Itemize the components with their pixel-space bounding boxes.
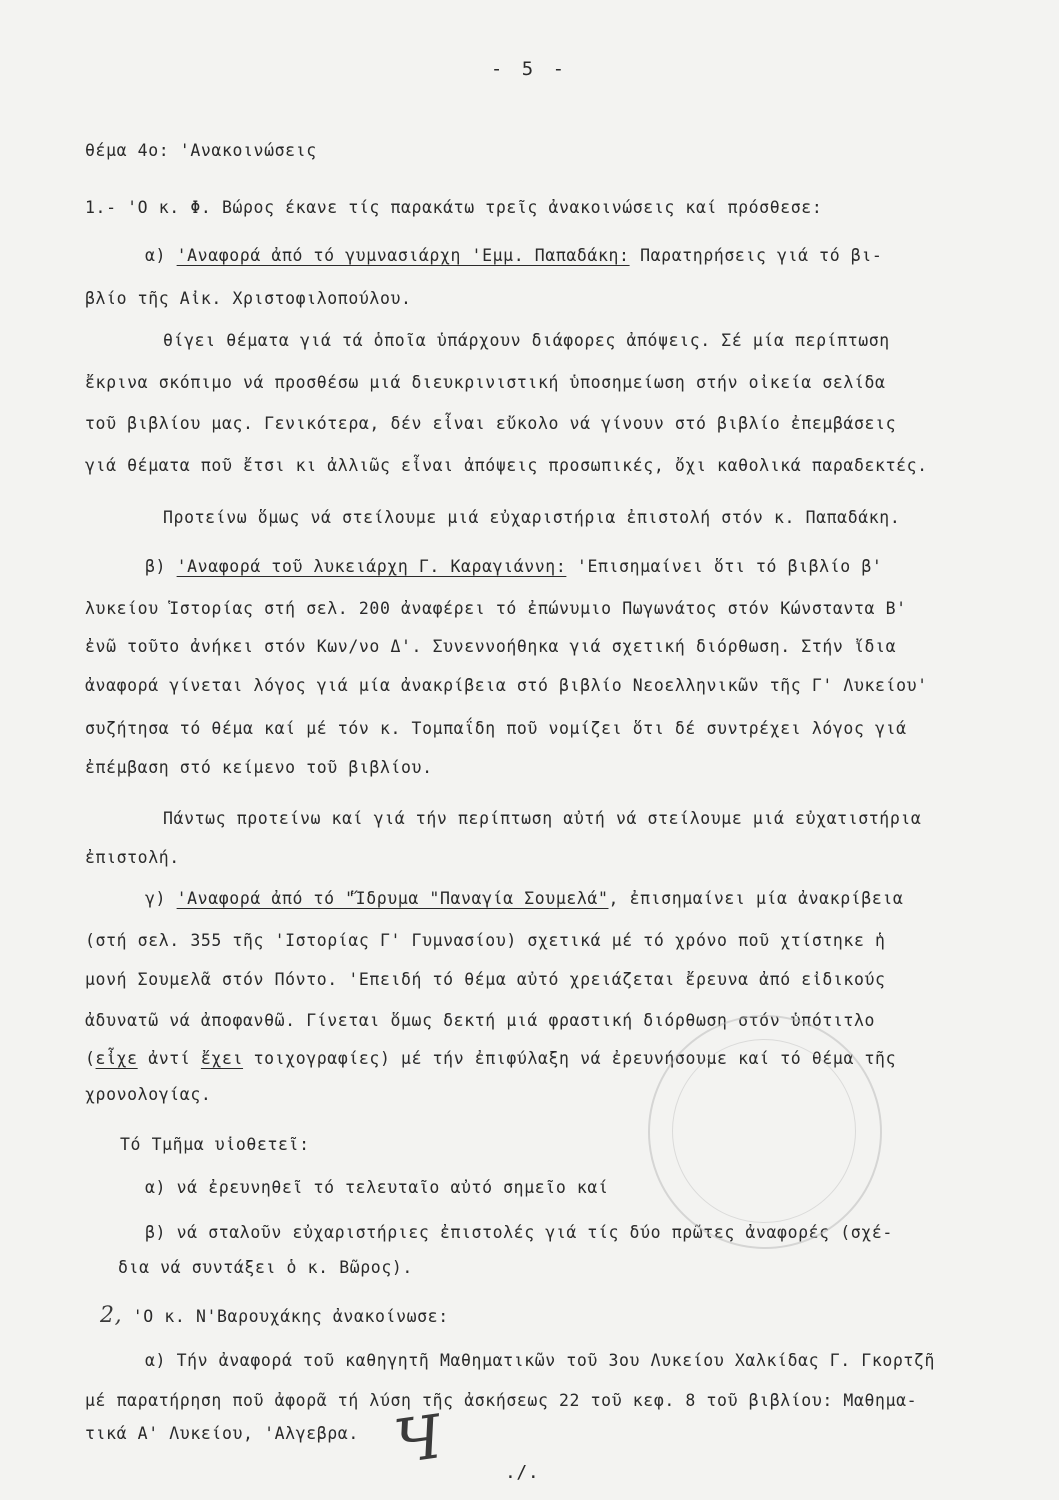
- text-line: θίγει θέματα γιά τά ὁποῖα ὑπάρχουν διάφορες ἀπόψεις. Σέ μία περίπτωση: [163, 331, 890, 350]
- handwritten-number: 2,: [100, 1303, 123, 1328]
- resolution-heading: Τό Τμῆμα υἱοθετεῖ:: [120, 1135, 310, 1154]
- item-b-line: β) 'Αναφορά τοῦ λυκειάρχη Γ. Καραγιάννη: 'Επισημαίνει ὅτι τό βιβλίο β': [145, 557, 883, 576]
- text-line: τοῦ βιβλίου μας. Γενικότερα, δέν εἶναι εὔκολο νά γίνουν στό βιβλίο ἐπεμβάσεις: [85, 414, 897, 433]
- text-line: (στή σελ. 355 τῆς 'Ιστορίας Γ' Γυμνασίου) σχετικά μέ τό χρόνο ποῦ χτίστηκε ἡ: [85, 931, 886, 950]
- section-heading: θέμα 4ο: 'Ανακοινώσεις: [85, 141, 317, 160]
- text-line: ἐπέμβαση στό κείμενο τοῦ βιβλίου.: [85, 758, 433, 777]
- text-line: συζήτησα τό θέμα καί μέ τόν κ. Τομπαΐδη ποῦ νομίζει ὅτι δέ συντρέχει λόγος γιά: [85, 719, 907, 738]
- item2-intro: 2, 'Ο κ. Ν'Βαρουχάκης ἀνακοίνωσε:: [100, 1303, 449, 1328]
- text-line: μέ παρατήρηση ποῦ ἀφορᾶ τή λύση τῆς ἀσκήσεως 22 τοῦ κεφ. 8 τοῦ βιβλίου: Μαθημα-: [85, 1391, 918, 1410]
- text-line: μονή Σουμελᾶ στόν Πόντο. 'Επειδή τό θέμα αὐτό χρειάζεται ἔρευνα ἀπό εἰδικούς: [85, 970, 886, 989]
- text-line: α) Τήν ἀναφορά τοῦ καθηγητῆ Μαθηματικῶν τοῦ 3ου Λυκείου Χαλκίδας Γ. Γκορτζῆ: [145, 1351, 936, 1370]
- text-line: χρονολογίας.: [85, 1085, 212, 1104]
- item-c-line: γ) 'Αναφορά ἀπό τό "Ἵδρυμα "Παναγία Σουμελά", ἐπισημαίνει μία ἀνακρίβεια: [145, 889, 904, 908]
- official-stamp: [648, 1015, 882, 1249]
- signature: Ч: [390, 1402, 447, 1478]
- text-line: λυκείου Ἱστορίας στή σελ. 200 ἀναφέρει τό ἐπώνυμιο Πωγωνάτος στόν Κώνσταντα Β': [85, 599, 907, 618]
- text-line: βλίο τῆς Αἰκ. Χριστοφιλοπούλου.: [85, 289, 412, 308]
- item-a-title: 'Αναφορά ἀπό τό γυμνασιάρχη 'Εμμ. Παπαδάκη:: [176, 246, 630, 265]
- item-b-title: 'Αναφορά τοῦ λυκειάρχη Γ. Καραγιάννη:: [176, 557, 567, 576]
- text-line: ἔκρινα σκόπιμο νά προσθέσω μιά διευκρινιστική ὑποσημείωση στήν οἰκεία σελίδα: [85, 373, 886, 392]
- item1-intro: 1.- 'Ο κ. Φ. Βώρος έκανε τίς παρακάτω τρεῖς ἀνακοινώσεις καί πρόσθεσε:: [85, 198, 823, 217]
- underlined-word: εἶχε: [95, 1049, 138, 1068]
- item-a-line: α) 'Αναφορά ἀπό τό γυμνασιάρχη 'Εμμ. Παπαδάκη: Παρατηρήσεις γιά τό βι-: [145, 246, 883, 265]
- text-line: τικά Α' Λυκείου, 'Αλγεβρα.: [85, 1424, 359, 1443]
- item-c-title: 'Αναφορά ἀπό τό "Ἵδρυμα "Παναγία Σουμελά": [176, 889, 609, 908]
- text-line: γιά θέματα ποῦ ἔτσι κι ἀλλιῶς εἶναι ἀπόψεις προσωπικές, ὄχι καθολικά παραδεκτές.: [85, 456, 928, 475]
- text-line: ἀδυνατῶ νά ἀποφανθῶ. Γίνεται ὅμως δεκτή μιά φραστική διόρθωση στόν ὑπότιτλο: [85, 1011, 876, 1030]
- text-line: (εἶχε ἀντί ἔχει τοιχογραφίες) μέ τήν ἐπιφύλαξη νά ἐρευνήσουμε καί τό θέμα τῆς: [85, 1049, 897, 1068]
- text-line: ἐνῶ τοῦτο ἀνήκει στόν Κων/νο Δ'. Συνεννοήθηκα γιά σχετική διόρθωση. Στήν ἴδια: [85, 637, 897, 656]
- text-line: ἐπιστολή.: [85, 848, 180, 867]
- text-line: Πάντως προτείνω καί γιά τήν περίπτωση αὐτή νά στείλουμε μιά εὐχατιστήρια: [163, 809, 922, 828]
- text-line: ἀναφορά γίνεται λόγος γιά μία ἀνακρίβεια στό βιβλίο Νεοελληνικῶν τῆς Γ' Λυκείου': [85, 676, 928, 695]
- resolution-b-cont: δια νά συντάξει ὁ κ. Βῶρος).: [118, 1258, 413, 1277]
- resolution-a: α) νά ἐρευνηθεῖ τό τελευταῖο αὐτό σημεῖο καί: [145, 1178, 609, 1197]
- continuation-mark: ./.: [505, 1462, 540, 1483]
- underlined-word: ἔχει: [200, 1049, 244, 1068]
- text-line: Προτείνω ὅμως νά στείλουμε μιά εὐχαριστήρια ἐπιστολή στόν κ. Παπαδάκη.: [163, 508, 901, 527]
- resolution-b: β) νά σταλοῦν εὐχαριστήριες ἐπιστολές γιά τίς δύο πρῶτες ἀναφορές (σχέ-: [145, 1223, 893, 1242]
- page-number: - 5 -: [490, 58, 569, 80]
